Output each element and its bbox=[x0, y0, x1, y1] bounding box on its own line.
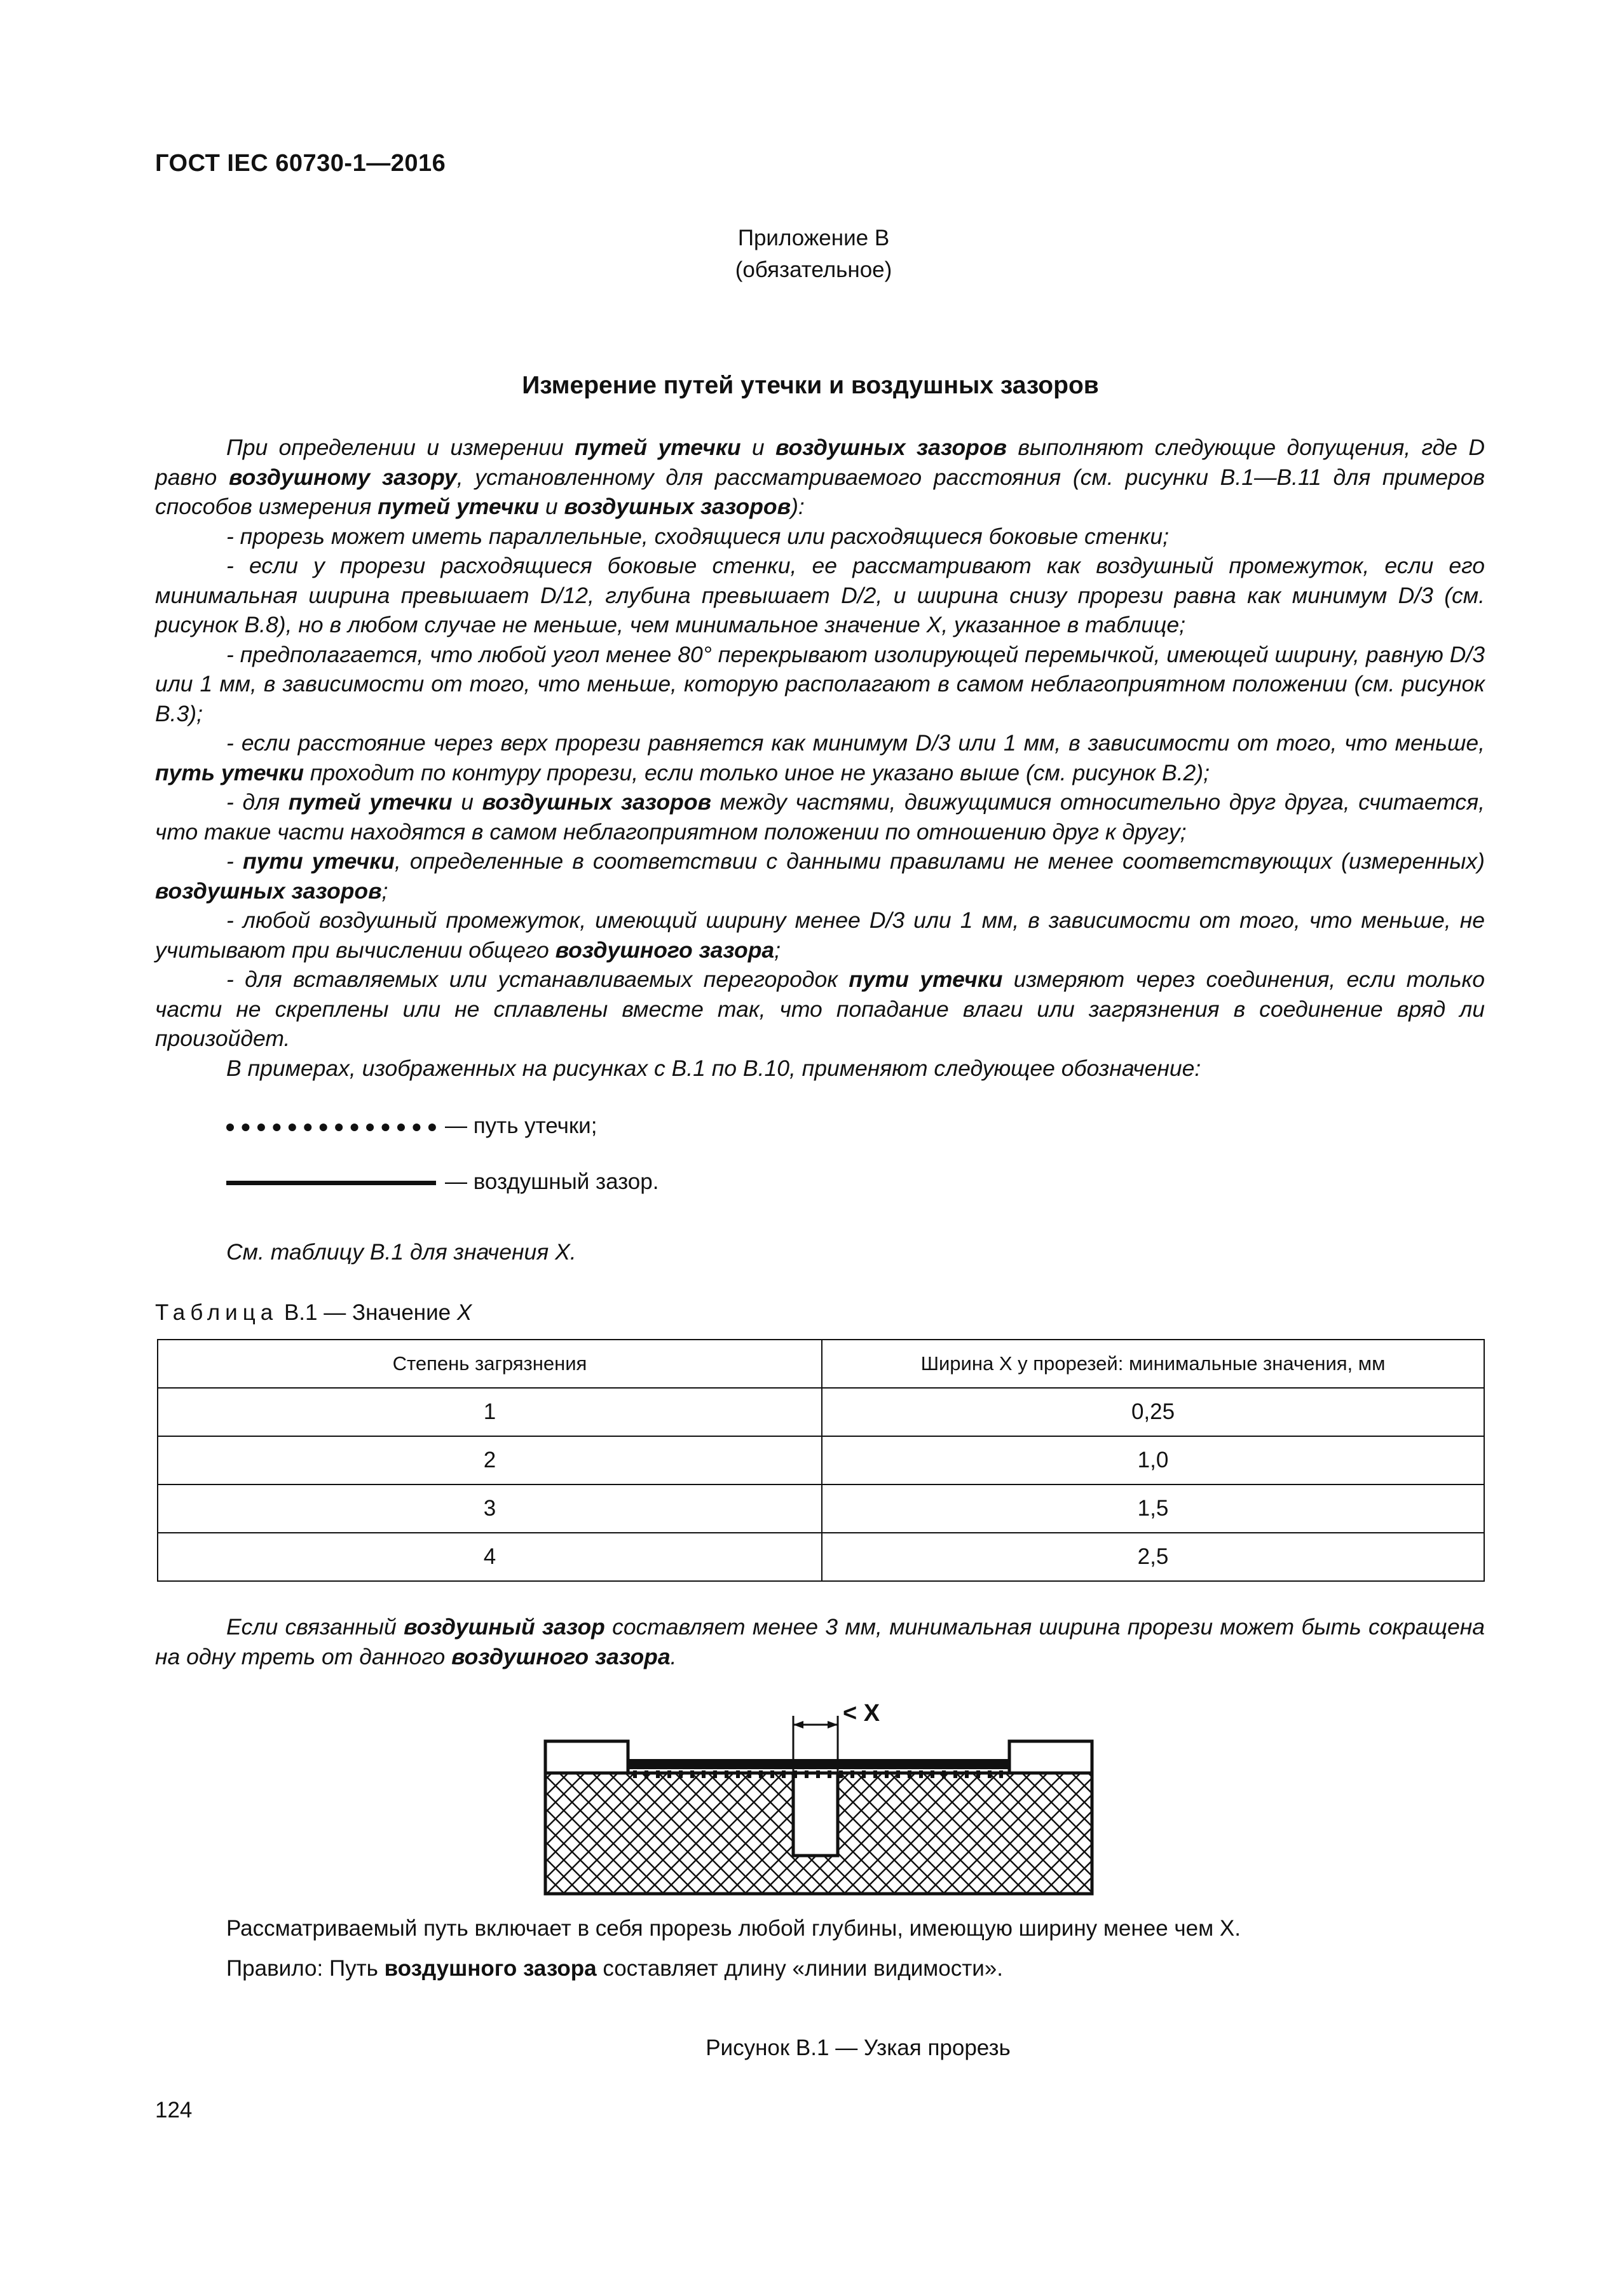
right-conductor bbox=[1009, 1741, 1092, 1773]
assumptions-text bbox=[155, 433, 1485, 1083]
assumption-item: - предполагается, что любой угол менее 80° перекрывают изолирующей перемычкой, имеющей ширину, равную D/3 или 1 мм, в зависимости от того, что меньше, которую располагают в самом неблагоприятном положении (см. рисунок В.3); bbox=[155, 641, 1485, 726]
figure-note-1: Рассматриваемый путь включает в себя прорезь любой глубины, имеющую ширину менее чем X. bbox=[226, 1916, 1241, 1941]
examples-note: В примерах, изображенных на рисунках с В.1 по В.10, применяют следующее обозначение: bbox=[226, 1055, 1201, 1081]
table-cell: 3 bbox=[158, 1484, 822, 1533]
table-cell: 2,5 bbox=[822, 1533, 1484, 1581]
dotted-line-icon bbox=[226, 1124, 436, 1131]
annex-label: Приложение В bbox=[737, 226, 890, 250]
table-cell: 0,25 bbox=[822, 1388, 1484, 1436]
annex-status: (обязательное) bbox=[735, 257, 892, 282]
groove-slot bbox=[793, 1773, 838, 1856]
legend-creepage: — путь утечки; bbox=[226, 1113, 597, 1139]
dimension-label: < X bbox=[843, 1703, 880, 1727]
after-table-text: Если связанный воздушный зазор составляет менее 3 мм, минимальная ширина прорези может быть сокращена на одну треть от данного воздушного зазора. bbox=[155, 1614, 1485, 1669]
solid-line-icon bbox=[226, 1181, 436, 1185]
left-conductor bbox=[545, 1741, 628, 1773]
table-cell: 1 bbox=[158, 1388, 822, 1436]
assumption-item: - для путей утечки и воздушных зазоров между частями, движущимися относительно друг друга, считается, что такие части находятся в самом неблагоприятном положении по отношению друг к другу; bbox=[155, 789, 1485, 845]
page-number: 124 bbox=[155, 2098, 193, 2123]
assumption-item: - прорезь может иметь параллельные, сходящиеся или расходящиеся боковые стенки; bbox=[226, 523, 1170, 549]
table-caption: Таблица В.1 — Значение X bbox=[155, 1300, 472, 1325]
arrow-head-left bbox=[793, 1721, 803, 1729]
assumption-item: - если расстояние через верх прорези равняется как минимум D/3 или 1 мм, в зависимости от того, что меньше, путь утечки проходит по контуру прорези, если только иное не указано выше (см. рисунок В.2); bbox=[155, 730, 1485, 785]
annex-heading bbox=[725, 222, 903, 286]
assumption-item: - для вставляемых или устанавливаемых перегородок пути утечки измеряют через соединения, если только части не скреплены или не сплавлены вместе так, что попадание влаги или загрязнения в соединение вряд ли произойдет. bbox=[155, 967, 1485, 1051]
table-row bbox=[158, 1533, 1484, 1581]
assumption-item: - пути утечки, определенные в соответствии с данными правилами не менее соответствующих (измеренных) воздушных зазоров; bbox=[155, 848, 1485, 904]
table-row bbox=[158, 1436, 1484, 1484]
arrow-head-right bbox=[828, 1721, 838, 1729]
table-header-row bbox=[158, 1340, 1484, 1388]
table-cell: 1,5 bbox=[822, 1484, 1484, 1533]
values-table bbox=[157, 1339, 1485, 1582]
section-title: Измерение путей утечки и воздушных зазоров bbox=[522, 372, 1099, 399]
table-row bbox=[158, 1388, 1484, 1436]
table-header-cell: Ширина X у прорезей: минимальные значения, мм bbox=[822, 1340, 1484, 1388]
figure-narrow-groove bbox=[539, 1703, 1098, 1910]
figure-note-2: Правило: Путь воздушного зазора составляет длину «линии видимости». bbox=[226, 1956, 1003, 1981]
groove-diagram bbox=[539, 1703, 1098, 1906]
table-cell: 2 bbox=[158, 1436, 822, 1484]
see-table-note: См. таблицу В.1 для значения X. bbox=[226, 1239, 577, 1265]
document-header: ГОСТ IEC 60730-1—2016 bbox=[155, 150, 446, 177]
table-row bbox=[158, 1484, 1484, 1533]
figure-caption: Рисунок В.1 — Узкая прорезь bbox=[706, 2035, 1011, 2060]
assumption-item: - любой воздушный промежуток, имеющий ширину менее D/3 или 1 мм, в зависимости от того, что меньше, не учитывают при вычислении общего воздушного зазора; bbox=[155, 907, 1485, 963]
intro-paragraph: При определении и измерении путей утечки и воздушных зазоров выполняют следующие допущения, где D равно воздушному зазору, установленному для рассматриваемого расстояния (см. рисунки В.1—В.11 для примеров способов измерения путей утечки и воздушных зазоров): bbox=[155, 435, 1485, 519]
assumption-item: - если у прорези расходящиеся боковые стенки, ее рассматривают как воздушный промежуток, если его минимальная ширина превышает D/12, глубина превышает D/2, и ширина снизу прорези равна как минимум D/3 (см. рисунок В.8), но в любом случае не меньше, чем минимальное значение X, указанное в таблице; bbox=[155, 553, 1485, 637]
table-cell: 1,0 bbox=[822, 1436, 1484, 1484]
table-header-cell: Степень загрязнения bbox=[158, 1340, 822, 1388]
table-cell: 4 bbox=[158, 1533, 822, 1581]
legend-clearance: — воздушный зазор. bbox=[226, 1169, 658, 1195]
